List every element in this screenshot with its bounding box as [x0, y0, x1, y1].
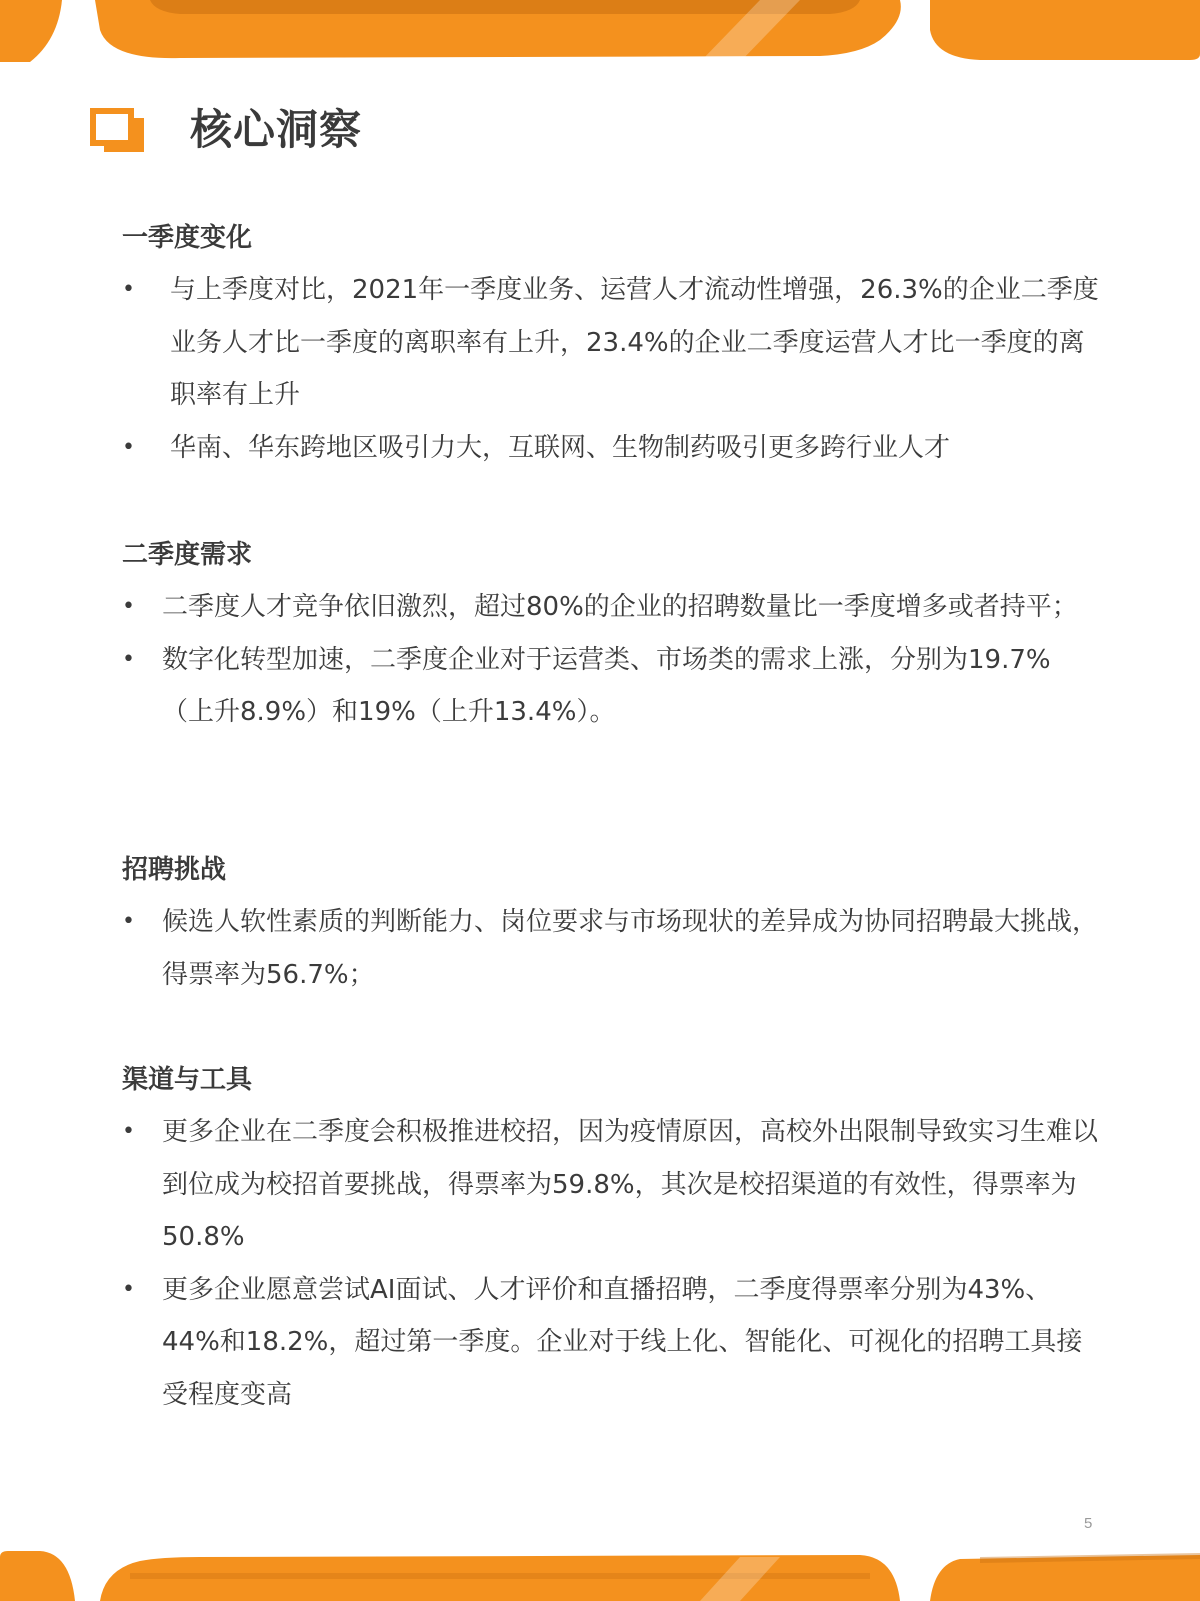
- list-item: [122, 896, 1102, 1001]
- list-item: [122, 581, 1102, 634]
- list-item-text: 数字化转型加速，二季度企业对于运营类、市场类的需求上涨，分别为19.7%（上升8.9%）和19%（上升13.4%）。: [162, 644, 1051, 727]
- list-item: [122, 264, 1102, 422]
- top-decorative-band: [0, 0, 1200, 62]
- section-heading: 渠道与工具: [122, 1065, 253, 1095]
- list-item-text: 候选人软性素质的判断能力、岗位要求与市场现状的差异成为协同招聘最大挑战，得票率为56.7%；: [162, 907, 1099, 990]
- section-channels-tools: [122, 1060, 1102, 1421]
- list-item-text: 华南、华东跨地区吸引力大，互联网、生物制药吸引更多跨行业人才: [170, 432, 951, 463]
- list-item-text: 与上季度对比，2021年一季度业务、运营人才流动性增强，26.3%的企业二季度业务人才比一季度的离职率有上升，23.4%的企业二季度运营人才比一季度的离职率有上升: [170, 275, 1099, 410]
- bullet-dot-icon: •: [122, 646, 135, 672]
- bullet-list: [122, 1106, 1102, 1421]
- page-number: 5: [1084, 1515, 1093, 1532]
- list-item-text: 二季度人才竞争依旧激烈，超过80%的企业的招聘数量比一季度增多或者持平；: [162, 592, 1078, 622]
- section-q1-changes: [122, 218, 1102, 474]
- bullet-dot-icon: •: [122, 1276, 135, 1302]
- list-item: [122, 422, 1102, 475]
- page-title: 核心洞察: [190, 105, 363, 154]
- section-heading: 二季度需求: [122, 540, 253, 570]
- list-item-text: 更多企业在二季度会积极推进校招，因为疫情原因，高校外出限制导致实习生难以到位成为校招首要挑战，得票率为59.8%，其次是校招渠道的有效性，得票率为50.8%: [162, 1117, 1099, 1252]
- square-outline-icon: [90, 108, 146, 154]
- bottom-decorative-band: [0, 1539, 1200, 1601]
- bullet-dot-icon: •: [122, 277, 135, 302]
- bullet-list: [122, 896, 1102, 1001]
- list-item-text: 更多企业愿意尝试AI面试、人才评价和直播招聘，二季度得票率分别为43%、44%和18.2%，超过第一季度。企业对于线上化、智能化、可视化的招聘工具接受程度变高: [162, 1274, 1083, 1410]
- section-q2-demand: [122, 535, 1102, 739]
- bullet-list: [122, 264, 1102, 474]
- bullet-dot-icon: •: [122, 434, 135, 460]
- list-item: [122, 1106, 1102, 1264]
- bullet-list: [122, 581, 1102, 739]
- list-item: [122, 1264, 1102, 1422]
- bullet-dot-icon: •: [122, 1119, 135, 1144]
- section-recruiting-challenges: [122, 850, 1102, 1001]
- list-item: [122, 634, 1102, 739]
- section-heading: 一季度变化: [122, 223, 253, 253]
- section-heading: 招聘挑战: [122, 855, 227, 885]
- bullet-dot-icon: •: [122, 909, 135, 934]
- bullet-dot-icon: •: [122, 594, 135, 619]
